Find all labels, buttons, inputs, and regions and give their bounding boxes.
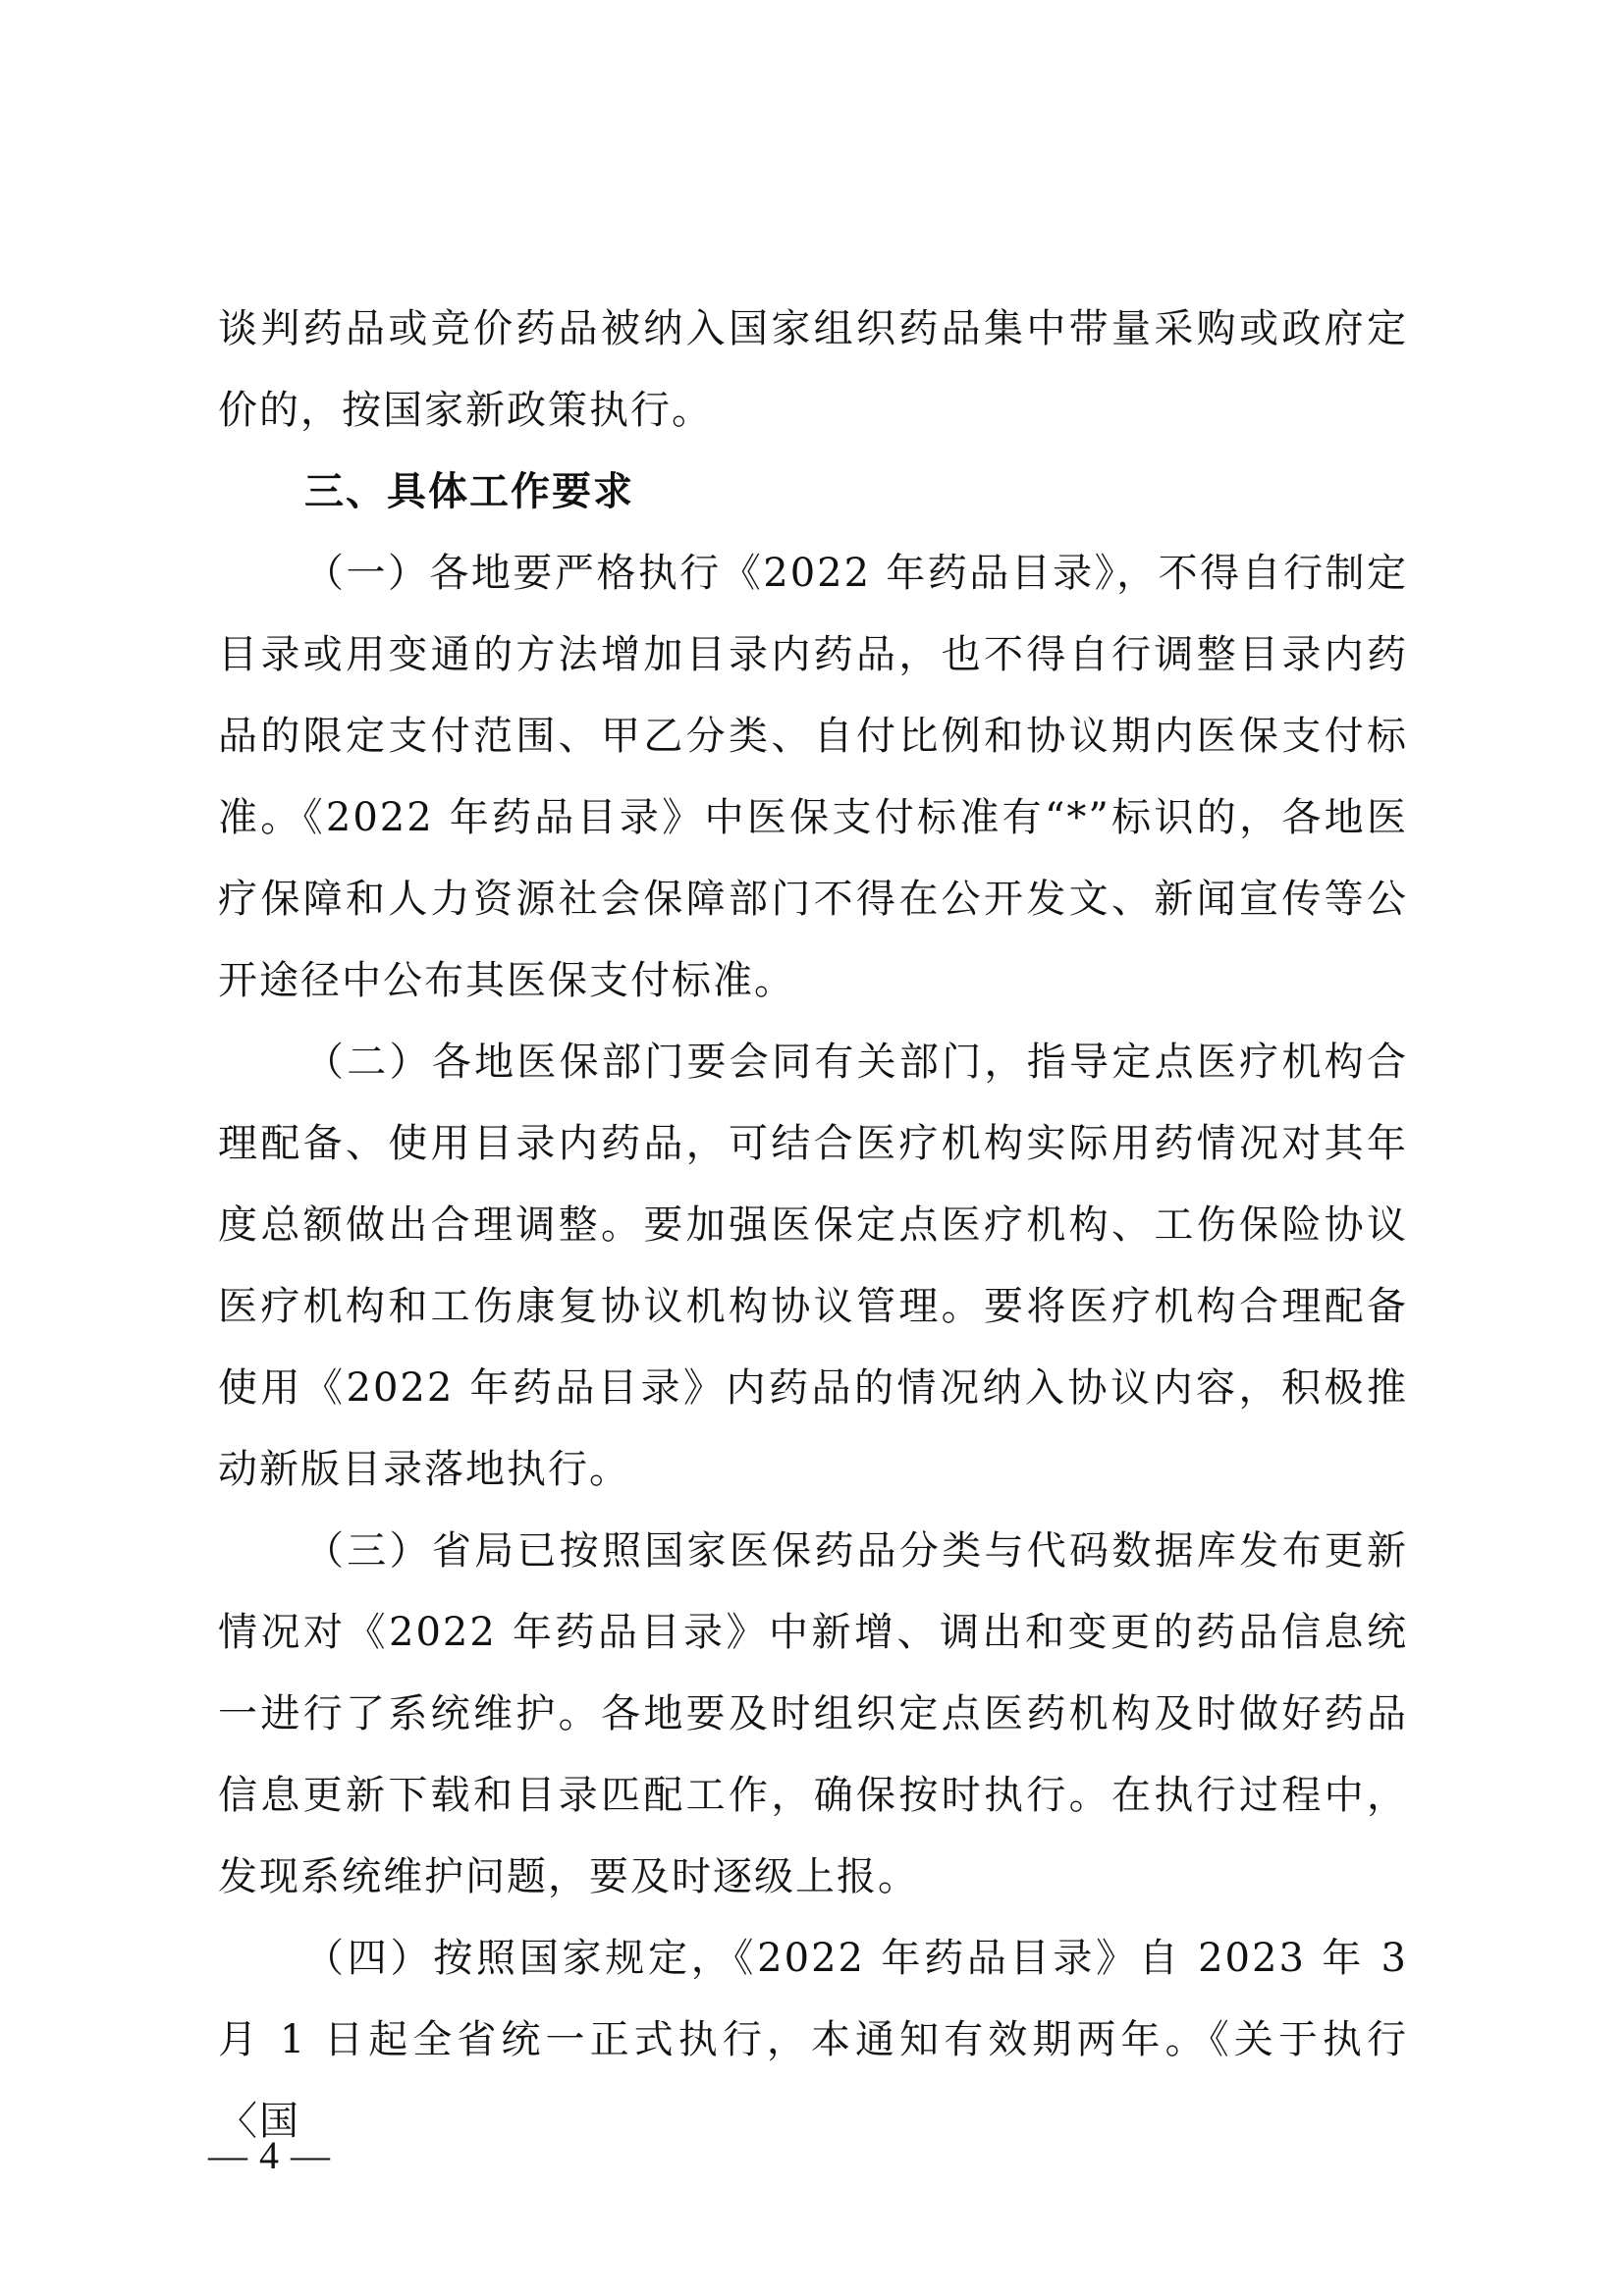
paragraph-item-3: （三）省局已按照国家医保药品分类与代码数据库发布更新情况对《2022 年药品目录》中新增、调出和变更的药品信息统一进行了系统维护。各地要及时组织定点医药机构及时做好药品信息更新下载和目录匹配工作，确保按时执行。在执行过程中，发现系统维护问题，要及时逐级上报。 — [218, 1528, 1408, 1899]
document-body — [218, 289, 1408, 2163]
paragraph-item-1: （一）各地要严格执行《2022 年药品目录》，不得自行制定目录或用变通的方法增加目录内药品，也不得自行调整目录内药品的限定支付范围、甲乙分类、自付比例和协议期内医保支付标准。《2022 年药品目录》中医保支付标准有“*”标识的，各地医疗保障和人力资源社会保障部门不得在公开发文、新闻宣传等公开途径中公布其医保支付标准。 — [218, 551, 1408, 1003]
page-number: — 4 — — [208, 2133, 331, 2177]
paragraph-continuation: 谈判药品或竞价药品被纳入国家组织药品集中带量采购或政府定价的，按国家新政策执行。 — [218, 306, 1408, 433]
section-heading: 三、具体工作要求 — [304, 469, 634, 514]
paragraph-item-4: （四）按照国家规定，《2022 年药品目录》自 2023 年 3 月 1 日起全省统一正式执行，本通知有效期两年。《关于执行〈国 — [218, 1936, 1408, 2144]
paragraph-item-2: （二）各地医保部门要会同有关部门，指导定点医疗机构合理配备、使用目录内药品，可结合医疗机构实际用药情况对其年度总额做出合理调整。要加强医保定点医疗机构、工伤保险协议医疗机构和工伤康复协议机构协议管理。要将医疗机构合理配备使用《2022 年药品目录》内药品的情况纳入协议内容，积极推动新版目录落地执行。 — [218, 1040, 1408, 1492]
